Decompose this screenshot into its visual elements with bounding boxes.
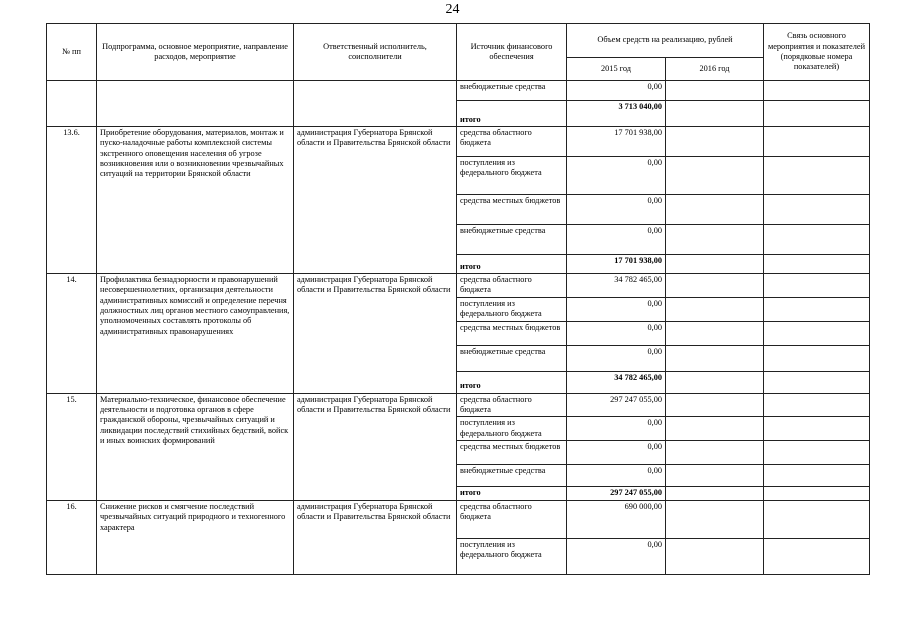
cell-2015: 0,00 bbox=[567, 417, 666, 441]
cell-source-total: итого bbox=[457, 371, 567, 393]
cell-num: 14. bbox=[47, 274, 97, 394]
cell-source-total: итого bbox=[457, 255, 567, 274]
cell-link bbox=[764, 157, 870, 195]
cell-link bbox=[764, 321, 870, 345]
cell-link bbox=[764, 274, 870, 298]
cell-2016 bbox=[666, 393, 764, 417]
cell-link bbox=[764, 465, 870, 487]
cell-2015: 0,00 bbox=[567, 225, 666, 255]
header-year-2016: 2016 год bbox=[666, 58, 764, 81]
cell-2015: 34 782 465,00 bbox=[567, 274, 666, 298]
cell-link bbox=[764, 297, 870, 321]
page-number: 24 bbox=[445, 2, 460, 17]
cell-source: внебюджетные средства bbox=[457, 345, 567, 371]
cell-source: поступления из федерального бюджета bbox=[457, 417, 567, 441]
cell-source: средства областного бюджета bbox=[457, 274, 567, 298]
cell-2015: 0,00 bbox=[567, 157, 666, 195]
cell-source-total: итого bbox=[457, 487, 567, 500]
cell-2016 bbox=[666, 255, 764, 274]
cell-2015: 0,00 bbox=[567, 465, 666, 487]
cell-2016 bbox=[666, 345, 764, 371]
budget-table bbox=[46, 23, 870, 575]
cell-2016 bbox=[666, 127, 764, 157]
cell-name: Материально-техническое, финансовое обеспечение деятельности и подготовка органов в сфере гражданской обороны, чрезвычайных ситуаций и ликвидации последствий стихийных бедствий, войск и иных воинских формирований bbox=[97, 393, 294, 500]
cell-2015-total: 3 713 040,00 bbox=[567, 101, 666, 127]
cell-2016 bbox=[666, 321, 764, 345]
cell-link bbox=[764, 500, 870, 538]
cell-2016 bbox=[666, 225, 764, 255]
table-row bbox=[47, 393, 870, 417]
cell-link bbox=[764, 441, 870, 465]
cell-2016 bbox=[666, 195, 764, 225]
cell-executor: администрация Губернатора Брянской области и Правительства Брянской области bbox=[294, 274, 457, 394]
cell-link bbox=[764, 417, 870, 441]
cell-source: поступления из федерального бюджета bbox=[457, 538, 567, 574]
cell-2015: 0,00 bbox=[567, 81, 666, 101]
cell-link bbox=[764, 345, 870, 371]
cell-2015: 0,00 bbox=[567, 345, 666, 371]
cell-link bbox=[764, 487, 870, 500]
cell-2016 bbox=[666, 101, 764, 127]
cell-name: Приобретение оборудования, материалов, монтаж и пуско-наладочные работы комплексной системы экстренного оповещения населения об угрозе возникновения или о возникновении чрезвычайных ситуаций на территории Брянской области bbox=[97, 127, 294, 274]
cell-2016 bbox=[666, 417, 764, 441]
header-source: Источник финансового обеспечения bbox=[457, 24, 567, 81]
cell-2015: 17 701 938,00 bbox=[567, 127, 666, 157]
header-amount: Объем средств на реализацию, рублей bbox=[567, 24, 764, 58]
cell-source: средства местных бюджетов bbox=[457, 321, 567, 345]
cell-2016 bbox=[666, 465, 764, 487]
cell-executor bbox=[294, 81, 457, 127]
cell-2015-total: 297 247 055,00 bbox=[567, 487, 666, 500]
cell-source: средства областного бюджета bbox=[457, 500, 567, 538]
cell-link bbox=[764, 255, 870, 274]
cell-source: поступления из федерального бюджета bbox=[457, 157, 567, 195]
table-row bbox=[47, 500, 870, 538]
cell-2016 bbox=[666, 500, 764, 538]
cell-2016 bbox=[666, 297, 764, 321]
cell-link bbox=[764, 127, 870, 157]
cell-2015: 690 000,00 bbox=[567, 500, 666, 538]
cell-source: средства областного бюджета bbox=[457, 393, 567, 417]
cell-link bbox=[764, 371, 870, 393]
cell-source: средства местных бюджетов bbox=[457, 441, 567, 465]
cell-source: средства местных бюджетов bbox=[457, 195, 567, 225]
cell-num bbox=[47, 81, 97, 127]
cell-2016 bbox=[666, 81, 764, 101]
cell-source: внебюджетные средства bbox=[457, 81, 567, 101]
cell-num: 15. bbox=[47, 393, 97, 500]
cell-2016 bbox=[666, 441, 764, 465]
cell-2016 bbox=[666, 274, 764, 298]
cell-link bbox=[764, 195, 870, 225]
table-row bbox=[47, 127, 870, 157]
cell-2016 bbox=[666, 157, 764, 195]
cell-2016 bbox=[666, 538, 764, 574]
header-executor: Ответственный исполнитель, соисполнители bbox=[294, 24, 457, 81]
cell-link bbox=[764, 393, 870, 417]
cell-2016 bbox=[666, 487, 764, 500]
cell-2015-total: 17 701 938,00 bbox=[567, 255, 666, 274]
cell-2015: 0,00 bbox=[567, 538, 666, 574]
cell-name: Профилактика безнадзорности и правонарушений несовершеннолетних, организация деятельности административных комиссий и определение перечня должностных лиц органов местного самоуправления, уполномоченных составлять протоколы об административных правонарушениях bbox=[97, 274, 294, 394]
cell-link bbox=[764, 101, 870, 127]
table-row bbox=[47, 274, 870, 298]
cell-source: поступления из федерального бюджета bbox=[457, 297, 567, 321]
cell-source: внебюджетные средства bbox=[457, 465, 567, 487]
cell-executor: администрация Губернатора Брянской области и Правительства Брянской области bbox=[294, 127, 457, 274]
cell-2015: 0,00 bbox=[567, 441, 666, 465]
table-row bbox=[47, 81, 870, 101]
header-link: Связь основного мероприятия и показателей (порядковые номера показателей) bbox=[764, 24, 870, 81]
cell-link bbox=[764, 81, 870, 101]
cell-2015: 0,00 bbox=[567, 297, 666, 321]
header-year-2015: 2015 год bbox=[567, 58, 666, 81]
cell-2016 bbox=[666, 371, 764, 393]
header-subprogram: Подпрограмма, основное мероприятие, направление расходов, мероприятие bbox=[97, 24, 294, 81]
cell-source: внебюджетные средства bbox=[457, 225, 567, 255]
cell-source-total: итого bbox=[457, 101, 567, 127]
cell-link bbox=[764, 538, 870, 574]
cell-executor: администрация Губернатора Брянской области и Правительства Брянской области bbox=[294, 500, 457, 574]
header-num: № пп bbox=[47, 24, 97, 81]
cell-source: средства областного бюджета bbox=[457, 127, 567, 157]
cell-num: 16. bbox=[47, 500, 97, 574]
cell-2015: 297 247 055,00 bbox=[567, 393, 666, 417]
cell-executor: администрация Губернатора Брянской области и Правительства Брянской области bbox=[294, 393, 457, 500]
cell-num: 13.6. bbox=[47, 127, 97, 274]
cell-2015: 0,00 bbox=[567, 195, 666, 225]
cell-2015-total: 34 782 465,00 bbox=[567, 371, 666, 393]
cell-name bbox=[97, 81, 294, 127]
cell-name: Снижение рисков и смягчение последствий чрезвычайных ситуаций природного и техногенного характера bbox=[97, 500, 294, 574]
cell-2015: 0,00 bbox=[567, 321, 666, 345]
cell-link bbox=[764, 225, 870, 255]
